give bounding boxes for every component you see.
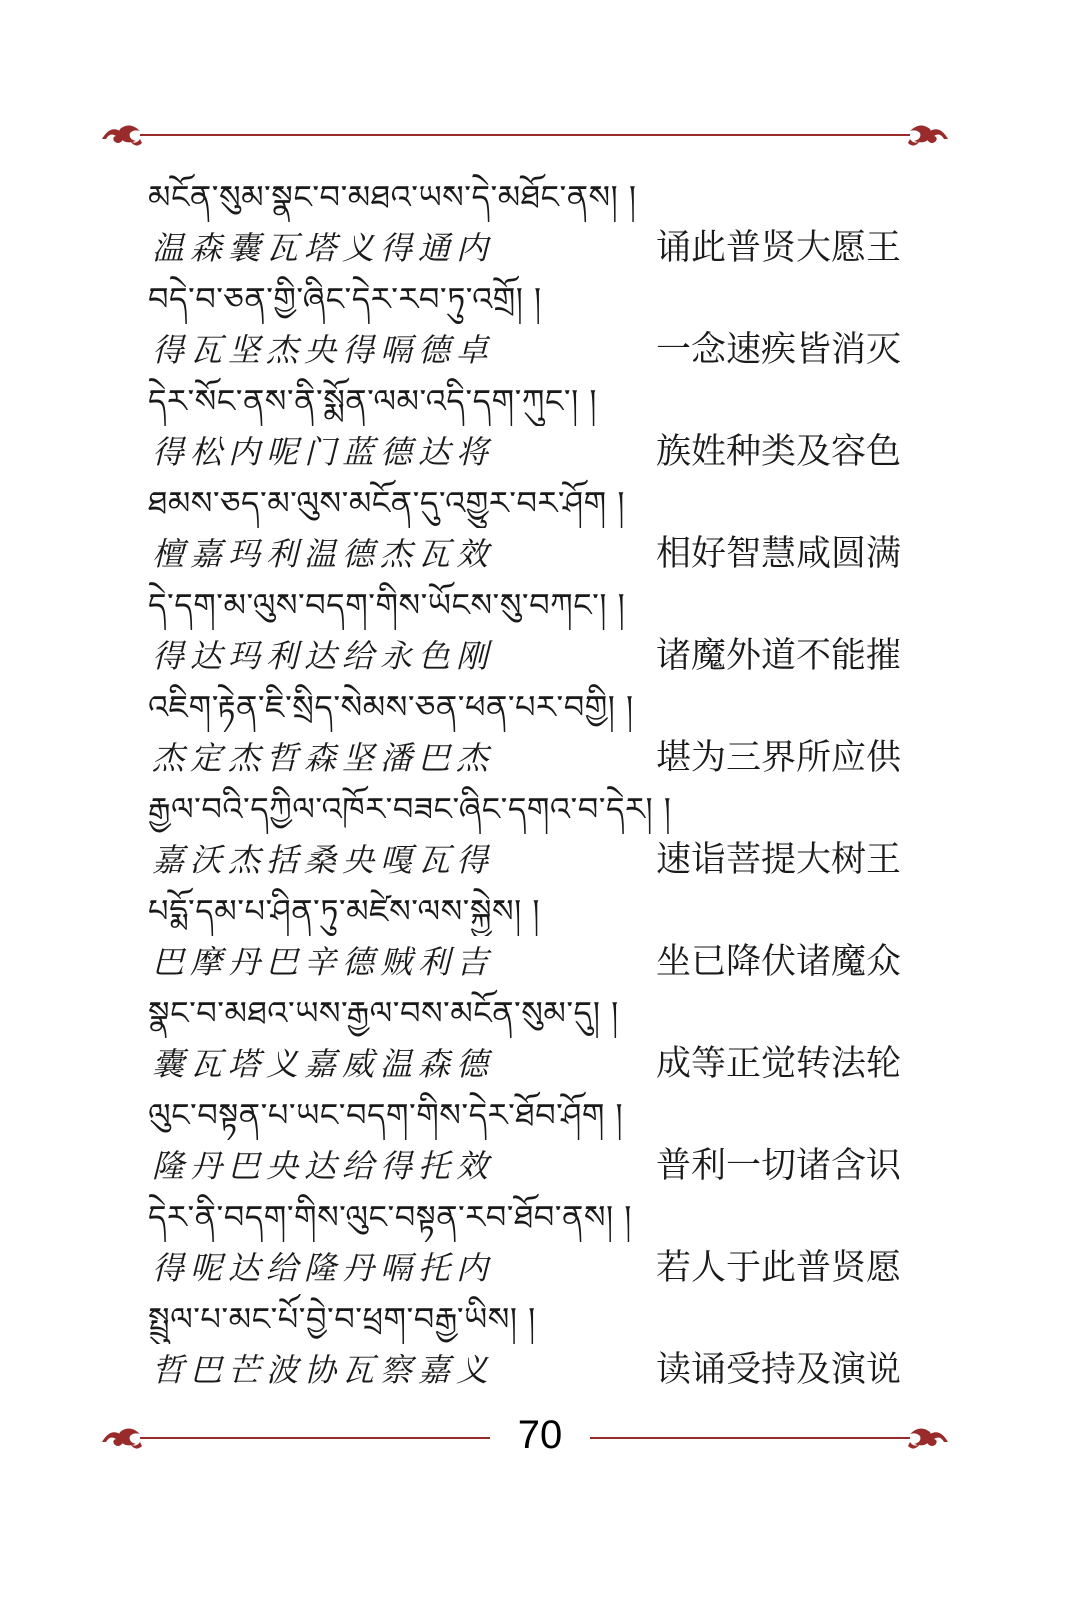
transliteration-text: 温森囊瓦塔义得通内 <box>152 229 495 267</box>
transliteration-text: 檀嘉玛利温德杰瓦效 <box>152 535 495 573</box>
top-ornament-rule <box>100 115 950 155</box>
verse-row <box>148 936 918 988</box>
transliteration-text: 嘉沃杰括桑央嘎瓦得 <box>152 841 495 879</box>
transliteration-text: 哲巴芒波协瓦察嘉义 <box>152 1351 495 1389</box>
tibetan-line: སྤྲུལ་པ་མང་པོ་བྱེ་བ་ཕྲག་བརྒྱ་ཡིས། ། <box>148 1300 536 1338</box>
verse-row <box>148 1038 918 1090</box>
verse-row <box>148 1344 918 1396</box>
transliteration-text: 得达玛利达给永色刚 <box>152 637 495 675</box>
verse-row <box>148 222 918 274</box>
transliteration-text: 得呢达给隆丹嗝托内 <box>152 1249 495 1287</box>
tibetan-line: བདེ་བ་ཅན་གྱི་ཞིང་དེར་རབ་ཏུ་འགྲོ། ། <box>148 280 542 318</box>
chinese-translation: 一念速疾皆消灭 <box>656 330 902 370</box>
chinese-translation: 若人于此普贤愿 <box>656 1248 902 1288</box>
ornament-icon <box>100 115 950 155</box>
page-number: 70 <box>490 1410 590 1460</box>
tibetan-line: ལུང་བསྟན་པ་ཡང་བདག་གིས་དེར་ཐོབ་ཤོག ། <box>148 1096 624 1134</box>
tibetan-line: དེ་དག་མ་ལུས་བདག་གིས་ཡོངས་སུ་བཀང་། ། <box>148 586 626 624</box>
verse-row <box>148 630 918 682</box>
verse-row <box>148 528 918 580</box>
chinese-translation: 相好智慧咸圆满 <box>656 534 902 574</box>
chinese-translation: 速诣菩提大树王 <box>656 840 902 880</box>
verse-block <box>148 172 918 1396</box>
verse-row <box>148 732 918 784</box>
tibetan-line: དེར་སོང་ནས་ནི་སྨོན་ལམ་འདི་དག་ཀུང་། ། <box>148 382 597 420</box>
transliteration-text: 巴摩丹巴辛德贼利吉 <box>152 943 495 981</box>
verse-row <box>148 1242 918 1294</box>
transliteration-text: 杰定杰哲森坚潘巴杰 <box>152 739 495 777</box>
verse-row <box>148 426 918 478</box>
chinese-translation: 成等正觉转法轮 <box>656 1044 902 1084</box>
transliteration-text: 隆丹巴央达给得托效 <box>152 1147 495 1185</box>
chinese-translation: 坐已降伏诸魔众 <box>656 942 902 982</box>
chinese-translation: 族姓种类及容色 <box>656 432 902 472</box>
tibetan-line: རྒྱལ་བའི་དཀྱིལ་འཁོར་བཟང་ཞིང་དགའ་བ་དེར། ། <box>148 790 672 828</box>
chinese-translation: 普利一切诸含识 <box>656 1146 902 1186</box>
tibetan-line: སྣང་བ་མཐའ་ཡས་རྒྱལ་བས་མངོན་སུམ་དུ། ། <box>148 994 619 1032</box>
chinese-translation: 诸魔外道不能摧 <box>656 636 902 676</box>
verse-row <box>148 834 918 886</box>
tibetan-line: པདྨོ་དམ་པ་ཤིན་ཏུ་མཛེས་ལས་སྐྱེས། ། <box>148 892 540 930</box>
chinese-translation: 读诵受持及演说 <box>656 1350 902 1390</box>
chinese-translation: 诵此普贤大愿王 <box>656 228 902 268</box>
tibetan-line: འཇིག་རྟེན་ཇི་སྲིད་སེམས་ཅན་ཕན་པར་བགྱི། ། <box>148 688 634 726</box>
tibetan-line: ཐམས་ཅད་མ་ལུས་མངོན་དུ་འགྱུར་བར་ཤོག ། <box>148 484 625 522</box>
tibetan-line: མངོན་སུམ་སྣང་བ་མཐའ་ཡས་དེ་མཐོང་ནས། ། <box>148 178 637 216</box>
transliteration-text: 得瓦坚杰央得嗝德卓 <box>152 331 495 369</box>
verse-row <box>148 324 918 376</box>
verse-row <box>148 1140 918 1192</box>
tibetan-line: དེར་ནི་བདག་གིས་ལུང་བསྟན་རབ་ཐོབ་ནས། ། <box>148 1198 632 1236</box>
transliteration-text: 得松内呢门蓝德达将 <box>152 433 495 471</box>
chinese-translation: 堪为三界所应供 <box>656 738 902 778</box>
transliteration-text: 囊瓦塔义嘉威温森德 <box>152 1045 495 1083</box>
